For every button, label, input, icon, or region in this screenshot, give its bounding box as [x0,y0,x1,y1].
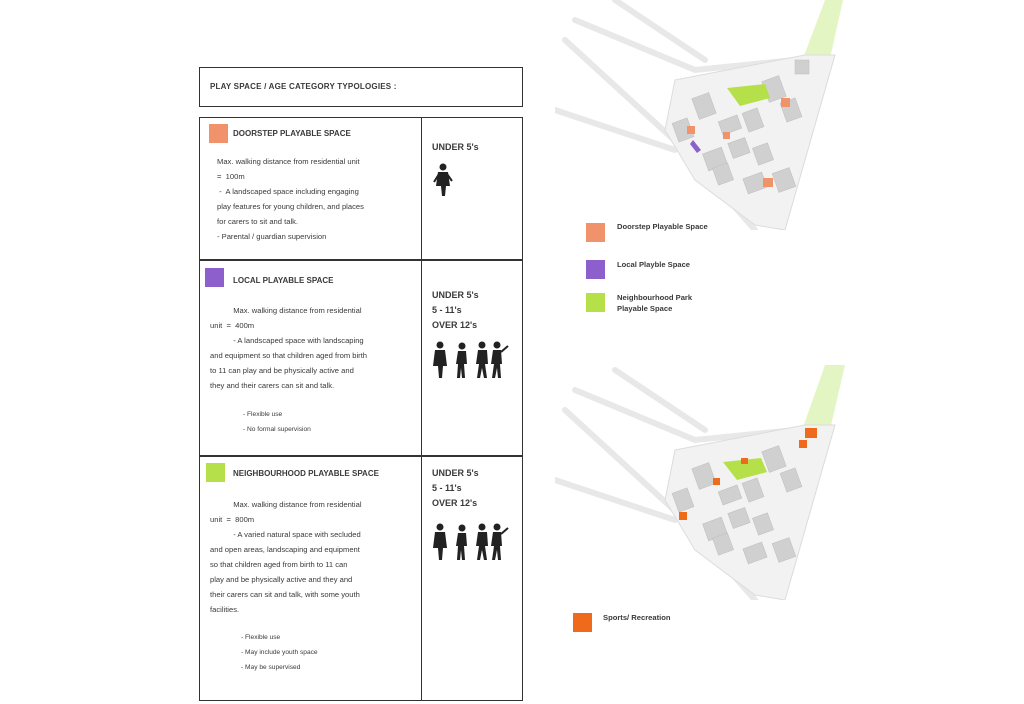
row-divider [421,260,422,456]
neighbourhood-legend-square [586,293,605,312]
site-map-playable-spaces [555,0,855,230]
legend-neighbourhood-label: Neighbourhood Park Playable Space [617,293,693,313]
typologies-title: PLAY SPACE / AGE CATEGORY TYPOLOGIES : [210,82,397,91]
doorstep-color-square [209,124,228,143]
doorstep-description: Max. walking distance from residential unit = 100m - A landscaped space including engaging play features for young children, and places for carers to sit and talk. - Parental / guardian supervision [217,157,364,241]
site-map-sports [555,360,855,600]
neighbourhood-title: NEIGHBOURHOOD PLAYABLE SPACE [233,469,379,478]
local-age-over12: OVER 12's [432,320,478,330]
neighbourhood-description: Max. walking distance from residential unit = 800m - A varied natural space with secluded and open areas, landscaping and equipment so that children aged from birth to 11 can play and be physically active and they and their carers can sit and talk, with some youth facilities. [210,500,362,614]
local-color-square [205,268,224,287]
doorstep-legend-square [586,223,605,242]
neighbourhood-age-under5: UNDER 5's [432,468,479,478]
child-figure-icon [430,162,456,198]
local-description: Max. walking distance from residential unit = 400m - A landscaped space with landscaping and equipment so that children aged from birth to 11 can play and be physically active and they and their carers can sit and talk. [210,306,368,390]
children-group-icon [430,522,510,562]
children-group-icon [430,340,510,380]
legend-sports-label: Sports/ Recreation [603,613,671,622]
local-row [199,259,523,457]
doorstep-age-under5: UNDER 5's [432,142,479,152]
typologies-title-box [199,67,523,107]
doorstep-row [199,117,523,261]
neighbourhood-row [199,455,523,701]
legend-local-label: Local Playble Space [617,260,691,269]
neighbourhood-age-5-11: 5 - 11's [432,483,462,493]
neighbourhood-color-square [206,463,225,482]
legend-doorstep-label: Doorstep Playable Space [617,222,708,231]
sports-legend-square [573,613,592,632]
neighbourhood-bullets: - Flexible use - May include youth space - May be supervised [241,634,318,671]
row-divider [421,456,422,700]
local-legend-square [586,260,605,279]
local-bullets: - Flexible use - No formal supervision [243,411,311,433]
local-age-under5: UNDER 5's [432,290,479,300]
local-title: LOCAL PLAYABLE SPACE [233,276,334,285]
row-divider [421,118,422,260]
neighbourhood-age-over12: OVER 12's [432,498,478,508]
doorstep-title: DOORSTEP PLAYABLE SPACE [233,129,351,138]
local-age-5-11: 5 - 11's [432,305,462,315]
